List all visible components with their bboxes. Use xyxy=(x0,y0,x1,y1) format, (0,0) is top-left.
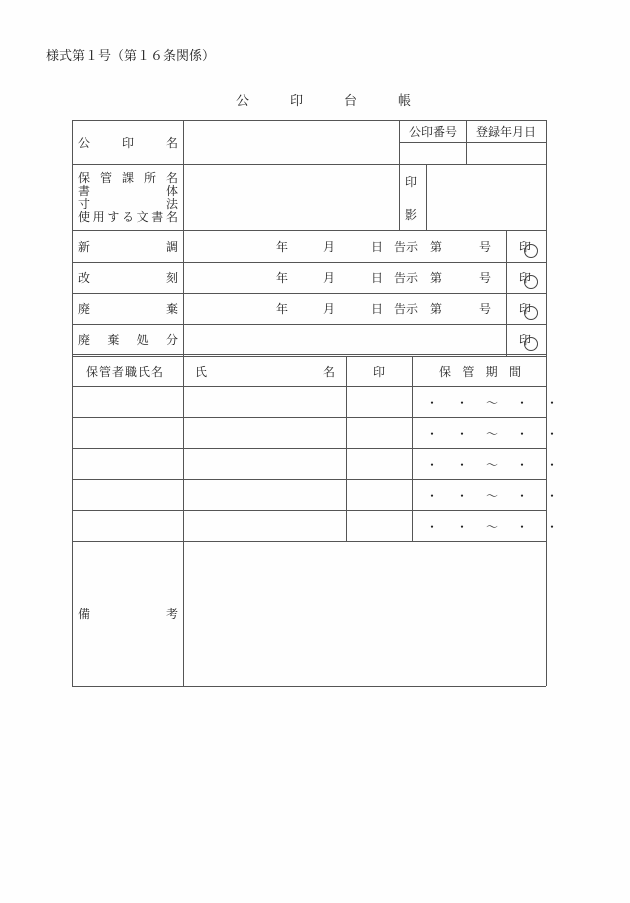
day-label: 日 xyxy=(371,302,384,316)
imprint-area[interactable] xyxy=(427,165,545,229)
remarks-field[interactable] xyxy=(184,542,545,685)
form-number: 様式第１号（第１６条関係） xyxy=(46,49,216,64)
year-label: 年 xyxy=(276,302,289,316)
seal-circle-icon xyxy=(524,306,538,320)
page-title: 公 印 台 帳 xyxy=(236,94,426,109)
registration-date-label: 登録年月日 xyxy=(476,125,537,139)
notice-label: 告示 xyxy=(394,271,419,285)
details-value[interactable] xyxy=(184,165,398,229)
month-label: 月 xyxy=(323,271,336,285)
surname-header: 氏 xyxy=(195,365,208,379)
seal-circle-icon xyxy=(524,337,538,351)
custody-period-text: ・ ・ 〜 ・ ・ xyxy=(426,427,562,441)
custody-period-text: ・ ・ 〜 ・ ・ xyxy=(426,489,562,503)
dimensions-label: 寸 法 xyxy=(78,197,178,211)
seal-name-value[interactable] xyxy=(184,121,398,163)
status-label: 廃 棄 xyxy=(78,302,178,316)
seal-circle-icon xyxy=(524,275,538,289)
seal-number-label: 公印番号 xyxy=(409,125,458,139)
month-label: 月 xyxy=(323,240,336,254)
status-label: 改 刻 xyxy=(78,271,178,285)
seal-mark-text: 印 xyxy=(519,333,532,347)
used-documents-label: 使 用 す る 文 書 名 xyxy=(78,210,178,224)
month-label: 月 xyxy=(323,302,336,316)
seal-mark-text: 印 xyxy=(519,302,532,316)
notice-label: 告示 xyxy=(394,302,419,316)
imprint-label-bottom: 影 xyxy=(405,208,418,222)
year-label: 年 xyxy=(276,240,289,254)
number-suffix-label: 号 xyxy=(479,271,492,285)
seal-mark-text: 印 xyxy=(519,240,532,254)
given-name-header: 名 xyxy=(323,365,336,379)
custody-period-text: ・ ・ 〜 ・ ・ xyxy=(426,520,562,534)
custody-period-text: ・ ・ 〜 ・ ・ xyxy=(426,458,562,472)
custody-period-text: ・ ・ 〜 ・ ・ xyxy=(426,396,562,410)
typeface-label: 書 体 xyxy=(78,184,178,198)
status-label: 新 調 xyxy=(78,240,178,254)
number-prefix-label: 第 xyxy=(430,302,443,316)
remarks-label: 備 考 xyxy=(78,607,178,621)
seal-header: 印 xyxy=(373,365,386,379)
number-suffix-label: 号 xyxy=(479,302,492,316)
custody-period-header: 保 管 期 間 xyxy=(439,365,521,379)
seal-name-label: 公 印 名 xyxy=(78,136,178,150)
number-prefix-label: 第 xyxy=(430,240,443,254)
registration-date-value[interactable] xyxy=(467,143,545,163)
custodian-header: 保管者職氏名 xyxy=(86,365,165,379)
seal-circle-icon xyxy=(524,244,538,258)
day-label: 日 xyxy=(371,240,384,254)
status-label: 廃 棄 処 分 xyxy=(78,333,178,347)
imprint-label-top: 印 xyxy=(405,175,418,189)
seal-mark-text: 印 xyxy=(519,271,532,285)
seal-number-value[interactable] xyxy=(400,143,465,163)
number-prefix-label: 第 xyxy=(430,271,443,285)
number-suffix-label: 号 xyxy=(479,240,492,254)
custody-section-label: 保 管 課 所 名 xyxy=(78,171,178,185)
year-label: 年 xyxy=(276,271,289,285)
notice-label: 告示 xyxy=(394,240,419,254)
day-label: 日 xyxy=(371,271,384,285)
